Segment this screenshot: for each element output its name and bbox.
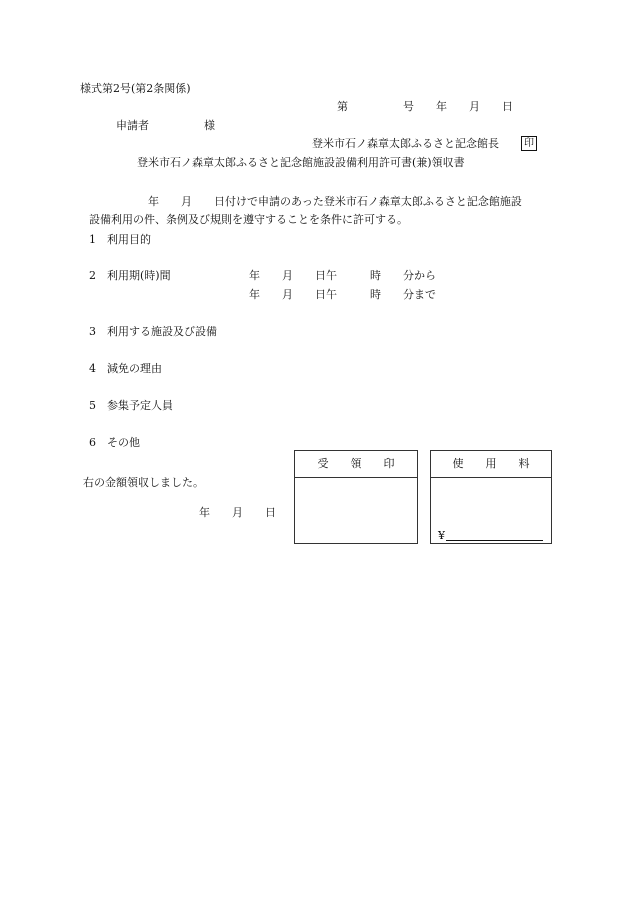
seal-mark: 印 [521,136,537,151]
item-period-to: 年 月 日午 時 分まで [249,288,436,301]
item-facilities: 3 利用する施設及び設備 [89,325,217,338]
issuer-name: 登米市石ノ森章太郎ふるさと記念館長 [312,137,499,150]
document-title: 登米市石ノ森章太郎ふるさと記念館施設設備利用許可書(兼)領収書 [137,156,465,169]
applicant-line: 申請者 様 [116,119,215,132]
receipt-text: 右の金額領収しました。 [83,476,204,489]
form-label: 様式第2号(第2条関係) [80,82,191,95]
body-line-1: 年 月 日付けで申請のあった登米市石ノ森章太郎ふるさと記念館施設 [148,195,522,208]
item-attendees: 5 参集予定人員 [89,399,173,412]
receipt-date: 年 月 日 [199,506,276,519]
fee-box-header: 使 用 料 [431,451,551,478]
item-other: 6 その他 [89,436,140,449]
stamp-box [294,450,418,544]
yen-symbol: ¥ [438,529,445,542]
amount-underline [446,540,543,541]
item-reduction: 4 減免の理由 [89,362,162,375]
item-period-label: 2 利用期(時)間 [89,269,171,282]
body-line-2: 設備利用の件、条例及び規則を遵守することを条件に許可する。 [89,213,408,226]
fee-box [430,450,552,544]
stamp-box-header: 受 領 印 [295,451,417,478]
item-purpose: 1 利用目的 [89,233,151,246]
document-number-date: 第 号 年 月 日 [337,100,513,113]
item-period-from: 年 月 日午 時 分から [249,269,436,282]
